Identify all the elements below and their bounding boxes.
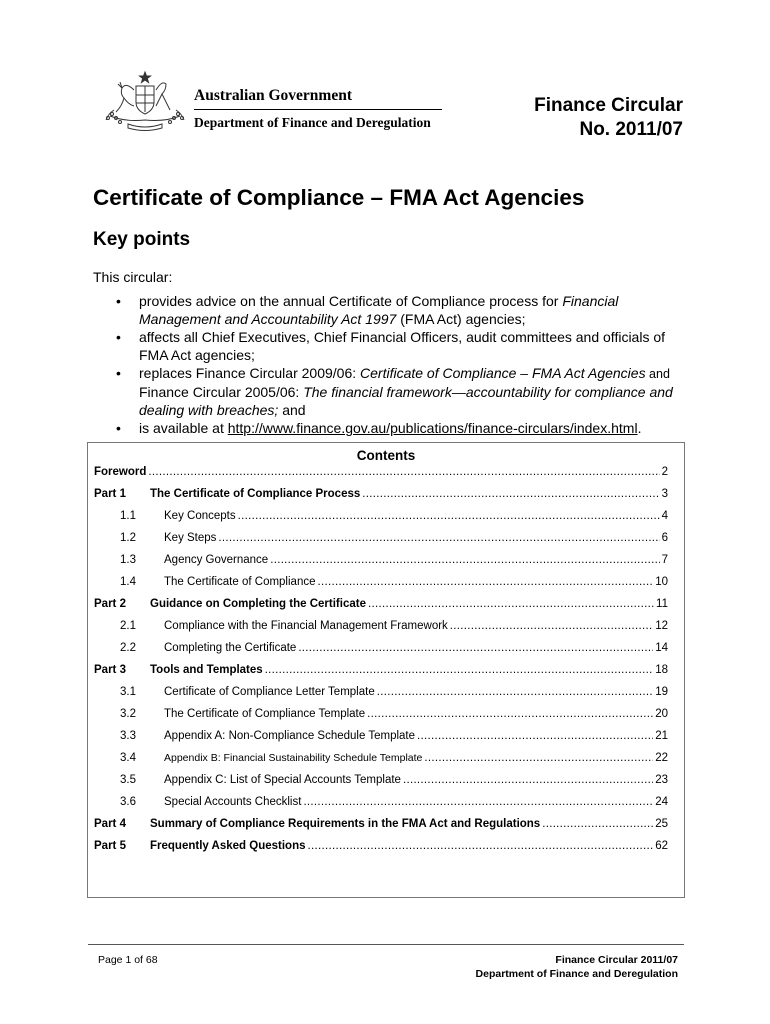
bullet-text: and [645,367,670,381]
toc-entry-2-2[interactable] [88,639,684,657]
toc-title: Completing the Certificate [164,642,297,654]
toc-number: 1.1 [120,510,136,522]
toc-page: 11 [656,598,668,610]
toc-entry-part-2[interactable] [88,595,684,613]
toc-number: Part 1 [94,488,126,500]
toc-number: 3.6 [120,796,136,808]
bullet-text: and [278,402,306,418]
toc-page: 20 [655,708,668,720]
toc-page: 6 [661,532,668,544]
toc-page: 25 [655,818,668,830]
toc-number: Part 3 [94,664,126,676]
toc-title: Key Steps [164,532,217,544]
footer-circular: Finance Circular 2011/07 [555,954,678,966]
key-points-list [93,292,683,437]
toc-page: 23 [655,774,668,786]
toc-entry-3-3[interactable] [88,727,684,745]
toc-number: 1.3 [120,554,136,566]
circular-heading [534,94,683,142]
toc-entry-1-3[interactable] [88,551,684,569]
toc-page: 2 [661,466,668,478]
act-name: Financial Management and Accountability Act 1997 [139,293,619,327]
government-name: Australian Government [194,87,353,104]
toc-entry-1-2[interactable] [88,529,684,547]
toc-title: Frequently Asked Questions [150,840,306,852]
toc-entry-3-2[interactable] [88,705,684,723]
toc-number: 2.1 [120,620,136,632]
toc-entry-1-4[interactable] [88,573,684,591]
bullet-text: affects all Chief Executives, Chief Financial Officers, audit committees and officials of FMA Act agencies; [139,329,666,363]
toc-page: 22 [655,752,668,764]
department-name: Department of Finance and Deregulation [194,115,431,130]
toc-number: 1.4 [120,576,136,588]
toc-entry-part-5[interactable] [88,837,684,855]
toc-entry-3-4[interactable] [88,749,684,767]
toc-number: 3.4 [120,752,136,764]
toc-entry-3-6[interactable] [88,793,684,811]
toc-number: Part 5 [94,840,126,852]
intro-text: This circular: [93,269,173,285]
toc-page: 21 [655,730,668,742]
circular-label: Finance Circular [534,95,683,116]
toc-title: Appendix A: Non-Compliance Schedule Template [164,730,416,742]
toc-page: 4 [661,510,668,522]
list-item [93,328,683,364]
document-title: Certificate of Compliance – FMA Act Agencies [93,185,585,210]
toc-page: 3 [661,488,668,500]
toc-page: 24 [655,796,668,808]
contents-box [87,442,685,898]
bullet-icon: • [116,293,121,309]
toc-title: The Certificate of Compliance [164,576,316,588]
toc-entry-1-1[interactable] [88,507,684,525]
bullet-icon: • [116,365,121,381]
bullet-text: replaces Finance Circular 2009/06: [139,365,361,381]
toc-number: 2.2 [120,642,136,654]
toc-number: 3.1 [120,686,136,698]
circular-title: The financial framework—accountability for compliance and dealing with breaches; [139,384,673,418]
toc-title: Summary of Compliance Requirements in the FMA Act and Regulations [150,818,541,830]
toc-entry-part-3[interactable] [88,661,684,679]
toc-number: 3.3 [120,730,136,742]
toc-title: Appendix B: Financial Sustainability Schedule Template [164,752,423,764]
toc-title: The Certificate of Compliance Process [150,488,361,500]
toc-title: Compliance with the Financial Management Framework [164,620,448,632]
list-item [93,419,683,437]
toc-title: Special Accounts Checklist [164,796,302,808]
toc-title: Guidance on Completing the Certificate [150,598,366,610]
toc-entry-foreword[interactable] [88,463,684,481]
contents-heading: Contents [356,448,416,463]
toc-entry-part-4[interactable] [88,815,684,833]
toc-number: 3.5 [120,774,136,786]
toc-number: Part 2 [94,598,126,610]
circulars-link[interactable]: http://www.finance.gov.au/publications/finance-circulars/index.html [227,420,638,436]
toc-page: 62 [655,840,668,852]
bullet-icon: • [116,329,121,345]
toc-title: Appendix C: List of Special Accounts Template [164,774,401,786]
agency-block [194,86,444,132]
toc-entry-2-1[interactable] [88,617,684,635]
toc-title: Certificate of Compliance Letter Template [164,686,375,698]
bullet-text: Finance Circular 2005/06: [139,384,304,400]
list-item [93,364,683,419]
agency-divider [194,109,442,110]
toc-entry-part-1[interactable] [88,485,684,503]
toc-page: 19 [655,686,668,698]
bullet-text: provides advice on the annual Certificate of Compliance process for [139,293,563,309]
circular-title: Certificate of Compliance – FMA Act Agencies [360,365,646,381]
footer-page-number: Page 1 of 68 [98,954,158,966]
toc-page: 7 [661,554,668,566]
toc-entry-3-1[interactable] [88,683,684,701]
toc-title: Foreword [94,466,147,478]
toc-title: Agency Governance [164,554,269,566]
toc-number: 1.2 [120,532,136,544]
toc-page: 14 [655,642,668,654]
circular-number: No. 2011/07 [579,119,683,140]
footer-department: Department of Finance and Deregulation [475,968,678,980]
bullet-text: is available at [139,420,228,436]
footer-divider [88,944,684,945]
toc-number: Part 4 [94,818,126,830]
toc-title: The Certificate of Compliance Template [164,708,366,720]
footer-info [476,953,678,981]
toc-entry-3-5[interactable] [88,771,684,789]
bullet-icon: • [116,420,121,436]
list-item [93,292,683,328]
bullet-text: . [637,420,642,436]
toc-title: Tools and Templates [150,664,263,676]
toc-page: 18 [655,664,668,676]
toc-title: Key Concepts [164,510,236,522]
australian-government-crest-logo [100,70,190,132]
bullet-text: (FMA Act) agencies; [396,311,526,327]
key-points-heading: Key points [93,229,191,250]
toc-page: 10 [655,576,668,588]
toc-number: 3.2 [120,708,136,720]
toc-page: 12 [655,620,668,632]
